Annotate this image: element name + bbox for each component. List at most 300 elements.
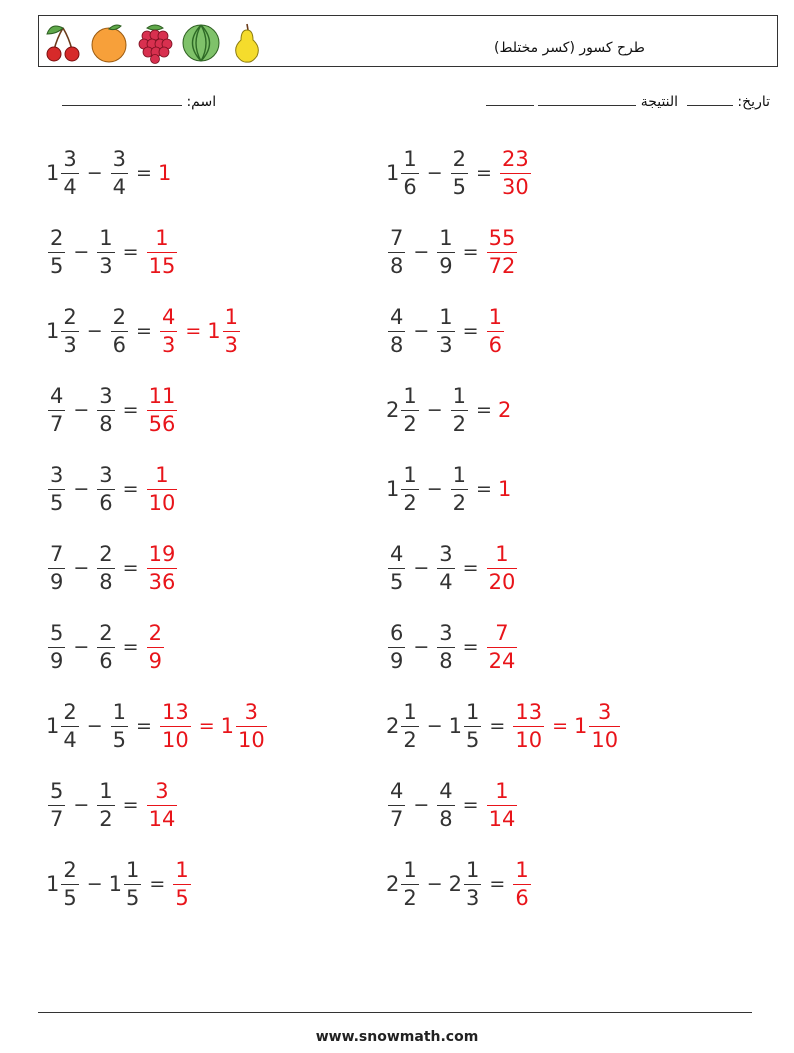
footer-url[interactable]: www.snowmath.com — [315, 1029, 479, 1045]
answer-number — [171, 857, 192, 910]
subtrahend-fraction — [97, 620, 114, 673]
answer-numerator: 2 — [148, 620, 162, 645]
answer-numerator: 13 — [515, 699, 543, 724]
equals-sign: = — [476, 399, 492, 421]
answer-whole: 2 — [497, 398, 512, 422]
minuend-numerator: 1 — [403, 699, 417, 724]
subtrahend-number — [448, 699, 484, 752]
answer-numerator: 3 — [244, 699, 259, 724]
minuend-numerator: 1 — [403, 462, 417, 487]
answer-fraction — [147, 225, 178, 278]
answer-numerator: 1 — [175, 857, 189, 882]
footer-divider — [38, 1012, 752, 1013]
minuend-whole: 1 — [46, 319, 60, 343]
answer-equals-sign: = — [552, 715, 568, 737]
equals-sign: = — [122, 557, 139, 579]
minuend-numerator: 2 — [63, 699, 77, 724]
minuend-numerator: 7 — [390, 225, 404, 250]
equals-sign: = — [462, 241, 479, 263]
subtrahend-whole: 2 — [448, 872, 463, 896]
minuend-numerator: 4 — [50, 383, 64, 408]
subtrahend-denominator: 3 — [99, 253, 113, 278]
subtrahend-fraction — [111, 699, 128, 752]
problem-item — [386, 538, 519, 598]
subtrahend-denominator: 5 — [466, 727, 480, 752]
subtrahend-fraction — [97, 541, 114, 594]
answer-number — [485, 778, 520, 831]
answer-fraction — [487, 304, 504, 357]
minus-sign: − — [86, 715, 103, 737]
subtrahend-denominator: 6 — [99, 490, 113, 515]
subtrahend-fraction — [111, 146, 128, 199]
minus-sign: − — [86, 320, 103, 342]
equals-sign: = — [122, 794, 139, 816]
answer-numerator: 1 — [515, 857, 529, 882]
subtrahend-fraction — [97, 462, 114, 515]
subtrahend-numerator: 2 — [99, 541, 113, 566]
equals-sign: = — [136, 715, 152, 737]
problem-item — [46, 459, 179, 519]
minuend-fraction — [48, 541, 65, 594]
problem-item — [46, 301, 242, 361]
minuend-denominator: 2 — [403, 490, 417, 515]
minus-sign: − — [86, 873, 103, 895]
problem-item — [46, 775, 179, 835]
answer-number — [485, 225, 520, 278]
answer-numerator: 1 — [155, 462, 169, 487]
subtrahend-numerator: 2 — [112, 304, 127, 329]
minuend-number — [46, 383, 67, 436]
subtrahend-number — [448, 857, 484, 910]
equals-sign: = — [122, 636, 139, 658]
subtrahend-number — [435, 541, 456, 594]
minuend-number — [46, 541, 67, 594]
minus-sign: − — [426, 478, 443, 500]
answer-number — [574, 699, 622, 752]
minuend-numerator: 6 — [390, 620, 404, 645]
answer-numerator: 11 — [148, 383, 176, 408]
minus-sign: − — [413, 794, 430, 816]
subtrahend-numerator: 4 — [439, 778, 453, 803]
minuend-denominator: 9 — [390, 648, 404, 673]
minuend-denominator: 4 — [63, 174, 77, 199]
answer-fraction — [500, 146, 531, 199]
subtrahend-numerator: 1 — [99, 225, 113, 250]
minuend-fraction — [61, 699, 78, 752]
minuend-number — [386, 225, 407, 278]
subtrahend-number — [435, 778, 456, 831]
subtrahend-fraction — [97, 778, 114, 831]
answer-whole: 1 — [157, 161, 172, 185]
answer-fraction — [160, 699, 191, 752]
minuend-numerator: 7 — [50, 541, 64, 566]
subtrahend-denominator: 6 — [99, 648, 113, 673]
minus-sign: − — [73, 557, 90, 579]
minuend-number — [46, 778, 67, 831]
answer-fraction — [173, 857, 190, 910]
subtrahend-numerator: 1 — [452, 383, 467, 408]
minuend-denominator: 9 — [50, 648, 64, 673]
subtrahend-number — [449, 146, 470, 199]
fruit-icons — [43, 20, 267, 64]
minuend-numerator: 2 — [63, 857, 77, 882]
minus-sign: − — [426, 399, 443, 421]
answer-fraction — [513, 857, 530, 910]
subtrahend-denominator: 4 — [439, 569, 453, 594]
subtrahend-fraction — [97, 383, 114, 436]
subtrahend-fraction — [437, 225, 454, 278]
problem-item — [46, 854, 193, 914]
minuend-number — [386, 620, 407, 673]
minuend-denominator: 3 — [63, 332, 77, 357]
answer-denominator: 36 — [148, 569, 176, 594]
minuend-whole: 2 — [386, 398, 400, 422]
answer-number — [145, 462, 180, 515]
equals-sign: = — [136, 162, 152, 184]
answer-denominator: 10 — [515, 727, 543, 752]
answer-numerator: 1 — [488, 304, 502, 329]
answer-number — [145, 778, 180, 831]
answer-whole: 1 — [207, 319, 221, 343]
problem-item — [386, 854, 533, 914]
minus-sign: − — [426, 162, 443, 184]
subtrahend-whole: 1 — [108, 872, 123, 896]
minuend-fraction — [61, 857, 78, 910]
subtrahend-denominator: 2 — [99, 806, 113, 831]
answer-number — [498, 398, 511, 422]
minuend-number — [386, 462, 421, 515]
minuend-whole: 1 — [46, 872, 60, 896]
answer-fraction — [147, 462, 178, 515]
equals-sign: = — [476, 162, 492, 184]
subtrahend-number — [435, 620, 456, 673]
answer-numerator: 19 — [148, 541, 176, 566]
answer-denominator: 10 — [161, 727, 189, 752]
equals-sign: = — [462, 636, 479, 658]
minus-sign: − — [413, 636, 430, 658]
minuend-numerator: 2 — [63, 304, 77, 329]
answer-denominator: 24 — [488, 648, 516, 673]
minuend-fraction — [48, 383, 65, 436]
answer-numerator: 7 — [495, 620, 509, 645]
subtrahend-numerator: 1 — [439, 225, 453, 250]
minuend-number — [46, 304, 81, 357]
minuend-fraction — [388, 620, 405, 673]
answer-number — [145, 383, 180, 436]
problem-item — [46, 538, 179, 598]
minuend-denominator: 8 — [390, 253, 404, 278]
answer-denominator: 3 — [161, 332, 176, 357]
minuend-whole: 1 — [386, 477, 400, 501]
minuend-denominator: 2 — [403, 885, 417, 910]
subtrahend-numerator: 2 — [452, 146, 467, 171]
problem-item — [46, 696, 269, 756]
minuend-whole: 2 — [386, 714, 400, 738]
problem-item — [46, 380, 179, 440]
subtrahend-numerator: 3 — [99, 462, 113, 487]
answer-whole: 1 — [220, 714, 234, 738]
answer-number — [145, 620, 166, 673]
minus-sign: − — [413, 557, 430, 579]
subtrahend-number — [109, 146, 130, 199]
minuend-fraction — [48, 778, 65, 831]
minus-sign: − — [426, 873, 443, 895]
minuend-numerator: 1 — [403, 857, 417, 882]
subtrahend-number — [95, 383, 116, 436]
watermelon-icon — [181, 20, 221, 64]
subtrahend-fraction — [437, 620, 454, 673]
minuend-fraction — [388, 304, 405, 357]
minus-sign: − — [73, 241, 90, 263]
score-field[interactable] — [538, 92, 636, 106]
subtrahend-fraction — [451, 146, 468, 199]
subtrahend-numerator: 1 — [99, 778, 113, 803]
minuend-denominator: 5 — [63, 885, 77, 910]
minuend-denominator: 2 — [403, 727, 417, 752]
answer-number — [485, 541, 520, 594]
minuend-denominator: 8 — [390, 332, 404, 357]
equals-sign: = — [462, 794, 479, 816]
subtrahend-denominator: 8 — [439, 806, 453, 831]
subtrahend-fraction — [97, 225, 114, 278]
subtrahend-denominator: 5 — [112, 727, 127, 752]
minus-sign: − — [86, 162, 103, 184]
subtrahend-denominator: 2 — [452, 411, 467, 436]
minuend-numerator: 5 — [50, 778, 64, 803]
subtrahend-denominator: 8 — [439, 648, 453, 673]
subtrahend-numerator: 3 — [439, 541, 453, 566]
equals-sign: = — [122, 399, 139, 421]
orange-icon — [89, 20, 129, 64]
equals-sign: = — [462, 320, 479, 342]
student-info-row — [38, 92, 770, 116]
minuend-denominator: 9 — [50, 569, 64, 594]
minuend-number — [46, 462, 67, 515]
equals-sign: = — [136, 320, 152, 342]
minuend-whole: 2 — [386, 872, 400, 896]
minuend-denominator: 2 — [403, 411, 417, 436]
answer-numerator: 1 — [224, 304, 239, 329]
answer-number — [485, 620, 520, 673]
answer-numerator: 3 — [155, 778, 169, 803]
minuend-fraction — [388, 778, 405, 831]
subtrahend-denominator: 9 — [439, 253, 453, 278]
minuend-number — [386, 857, 421, 910]
pear-icon — [227, 20, 267, 64]
minuend-number — [46, 225, 67, 278]
subtrahend-number — [449, 383, 470, 436]
subtrahend-number — [435, 304, 456, 357]
answer-number — [145, 225, 180, 278]
answer-numerator: 3 — [598, 699, 612, 724]
answer-number — [158, 161, 171, 185]
subtrahend-number — [95, 620, 116, 673]
subtrahend-numerator: 2 — [99, 620, 113, 645]
name-field[interactable] — [62, 92, 182, 106]
answer-fraction — [513, 699, 544, 752]
minuend-denominator: 7 — [50, 411, 64, 436]
answer-number — [207, 304, 242, 357]
minuend-denominator: 5 — [50, 490, 64, 515]
subtrahend-numerator: 3 — [112, 146, 127, 171]
subtrahend-number — [109, 304, 130, 357]
worksheet-title: طرح كسور (كسر مختلط) — [494, 40, 645, 56]
subtrahend-fraction — [111, 304, 128, 357]
minuend-fraction — [61, 304, 78, 357]
answer-number — [498, 146, 533, 199]
minuend-number — [46, 857, 81, 910]
subtrahend-numerator: 1 — [126, 857, 140, 882]
answer-number — [511, 857, 532, 910]
minuend-numerator: 2 — [50, 225, 64, 250]
answer-fraction — [487, 225, 518, 278]
minuend-number — [46, 620, 67, 673]
minuend-numerator: 4 — [390, 778, 404, 803]
minuend-fraction — [388, 541, 405, 594]
equals-sign: = — [122, 241, 139, 263]
minuend-whole: 1 — [46, 161, 60, 185]
minuend-numerator: 1 — [403, 146, 417, 171]
subtrahend-numerator: 1 — [112, 699, 127, 724]
minuend-numerator: 3 — [50, 462, 64, 487]
cherry-icon — [43, 20, 83, 64]
problem-item — [386, 301, 506, 361]
problem-item — [386, 459, 511, 519]
subtrahend-number — [95, 541, 116, 594]
name-label: اسم: — [186, 94, 217, 110]
minus-sign: − — [413, 320, 430, 342]
minus-sign: − — [73, 636, 90, 658]
minuend-number — [386, 541, 407, 594]
answer-fraction — [147, 778, 178, 831]
minuend-number — [386, 778, 407, 831]
equals-sign: = — [462, 557, 479, 579]
subtrahend-number — [95, 462, 116, 515]
subtrahend-denominator: 8 — [99, 569, 113, 594]
subtrahend-denominator: 3 — [439, 332, 453, 357]
answer-denominator: 14 — [488, 806, 516, 831]
minuend-denominator: 7 — [390, 806, 404, 831]
minuend-denominator: 5 — [390, 569, 404, 594]
subtrahend-numerator: 1 — [466, 699, 480, 724]
answer-number — [511, 699, 546, 752]
date-field[interactable] — [687, 92, 733, 106]
equals-sign: = — [122, 478, 139, 500]
name-field-group — [62, 92, 216, 110]
answer-number — [498, 477, 511, 501]
problem-item — [46, 222, 179, 282]
subtrahend-fraction — [451, 383, 468, 436]
answer-fraction — [487, 620, 518, 673]
answer-denominator: 14 — [148, 806, 176, 831]
answer-equals-sign: = — [198, 715, 215, 737]
problem-item — [386, 775, 519, 835]
answer-whole: 1 — [497, 477, 512, 501]
minuend-denominator: 5 — [50, 253, 64, 278]
minuend-fraction — [401, 146, 418, 199]
subtrahend-denominator: 5 — [452, 174, 467, 199]
answer-number — [158, 304, 179, 357]
answer-fraction — [236, 699, 267, 752]
minuend-whole: 1 — [386, 161, 400, 185]
minuend-fraction — [401, 462, 418, 515]
minuend-number — [386, 304, 407, 357]
answer-number — [145, 541, 180, 594]
answer-number — [485, 304, 506, 357]
subtrahend-fraction — [437, 541, 454, 594]
subtrahend-fraction — [451, 462, 468, 515]
subtrahend-numerator: 1 — [439, 304, 453, 329]
minuend-numerator: 4 — [390, 304, 404, 329]
subtrahend-number — [435, 225, 456, 278]
answer-denominator: 5 — [175, 885, 189, 910]
minuend-fraction — [48, 225, 65, 278]
minuend-fraction — [48, 462, 65, 515]
answer-denominator: 9 — [148, 648, 162, 673]
subtrahend-denominator: 3 — [466, 885, 480, 910]
minuend-fraction — [48, 620, 65, 673]
answer-denominator: 10 — [591, 727, 619, 752]
answer-fraction — [147, 383, 178, 436]
minuend-whole: 1 — [46, 714, 60, 738]
minus-sign: − — [73, 794, 90, 816]
answer-fraction — [223, 304, 240, 357]
minuend-number — [386, 383, 421, 436]
minuend-fraction — [401, 857, 418, 910]
equals-sign: = — [489, 715, 506, 737]
answer-whole: 1 — [574, 714, 588, 738]
problem-item — [46, 143, 171, 203]
minus-sign: − — [413, 241, 430, 263]
minuend-denominator: 7 — [50, 806, 64, 831]
minus-sign: − — [426, 715, 443, 737]
answer-numerator: 1 — [495, 541, 509, 566]
answer-denominator: 6 — [488, 332, 502, 357]
answer-numerator: 1 — [495, 778, 509, 803]
date-label: تاريخ: — [737, 94, 770, 110]
answer-numerator: 4 — [161, 304, 176, 329]
minuend-number — [386, 699, 421, 752]
minuend-number — [46, 699, 81, 752]
score-field-2[interactable] — [486, 92, 534, 106]
subtrahend-number — [108, 857, 144, 910]
subtrahend-denominator: 2 — [452, 490, 467, 515]
minuend-number — [386, 146, 421, 199]
subtrahend-number — [109, 699, 130, 752]
problem-item — [386, 617, 519, 677]
date-score-fields — [486, 92, 770, 110]
answer-denominator: 72 — [488, 253, 516, 278]
subtrahend-numerator: 1 — [466, 857, 480, 882]
minuend-denominator: 6 — [403, 174, 417, 199]
subtrahend-number — [449, 462, 470, 515]
answer-denominator: 3 — [224, 332, 239, 357]
minuend-numerator: 5 — [50, 620, 64, 645]
problem-item — [386, 143, 533, 203]
minuend-fraction — [401, 383, 418, 436]
answer-numerator: 1 — [155, 225, 169, 250]
answer-denominator: 10 — [148, 490, 176, 515]
answer-numerator: 13 — [161, 699, 189, 724]
minuend-number — [46, 146, 81, 199]
problem-item — [386, 222, 519, 282]
answer-fraction — [147, 541, 178, 594]
subtrahend-fraction — [464, 857, 481, 910]
subtrahend-fraction — [464, 699, 481, 752]
problem-item — [386, 380, 511, 440]
minuend-denominator: 4 — [63, 727, 77, 752]
answer-denominator: 6 — [515, 885, 529, 910]
